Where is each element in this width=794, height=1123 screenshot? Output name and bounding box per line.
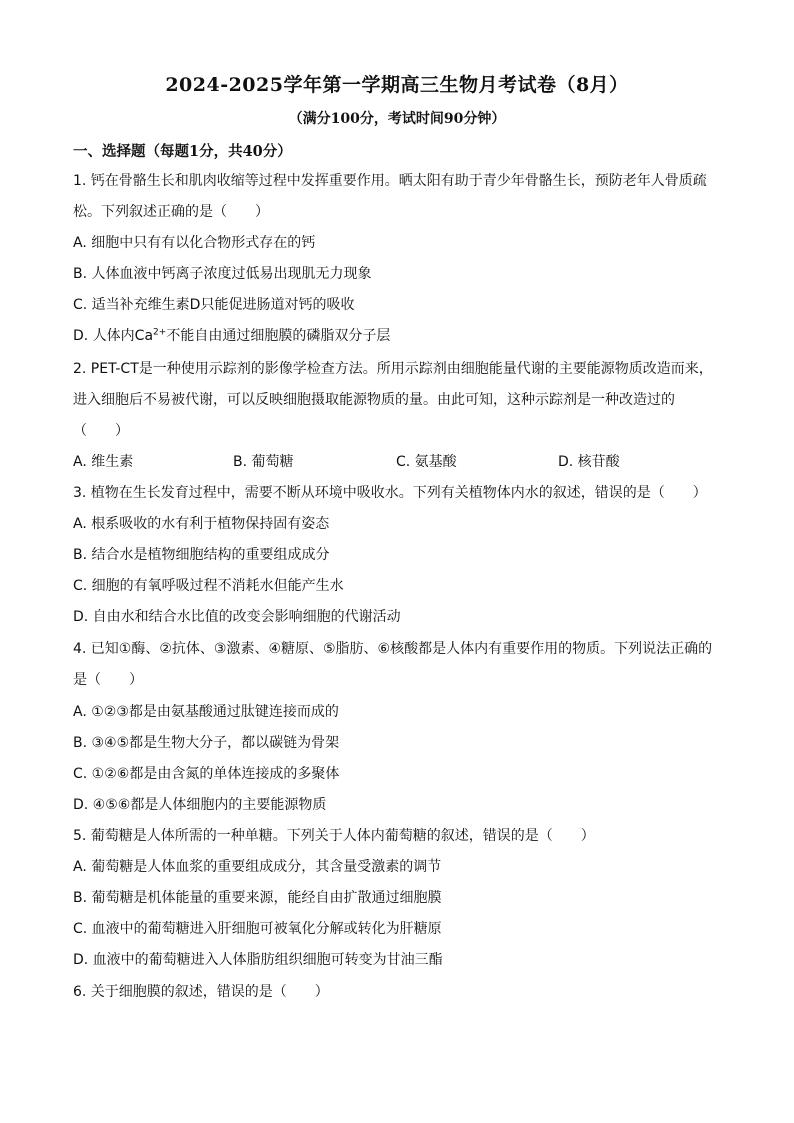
q4-option-b: B. ③④⑤都是生物大分子，都以碳链为骨架 xyxy=(73,735,340,751)
q1-option-b: B. 人体血液中钙离子浓度过低易出现肌无力现象 xyxy=(73,266,372,282)
q1-stem-line1: 1. 钙在骨骼生长和肌肉收缩等过程中发挥重要作用。晒太阳有助于青少年骨骼生长，预防老年人骨质疏 xyxy=(73,173,707,189)
exam-subtitle: （满分100分，考试时间90分钟） xyxy=(288,111,506,127)
q1-option-a: A. 细胞中只有有以化合物形式存在的钙 xyxy=(73,235,316,251)
q1-option-d-sup: 2+ xyxy=(153,327,167,338)
q2-stem-line2: 进入细胞后不易被代谢，可以反映细胞摄取能源物质的量。由此可知，这种示踪剂是一种改造过的 xyxy=(73,392,675,408)
q5-option-a: A. 葡萄糖是人体血浆的重要组成成分，其含量受激素的调节 xyxy=(73,859,442,875)
q1-option-d-pre: D. 人体内Ca xyxy=(73,328,154,344)
section-heading: 一、选择题（每题1分，共40分） xyxy=(73,143,292,160)
q2-option-a: A. 维生素 xyxy=(73,454,134,470)
q4-option-a: A. ①②③都是由氨基酸通过肽键连接而成的 xyxy=(73,704,339,720)
q1-option-d xyxy=(73,327,723,345)
q6-stem: 6. 关于细胞膜的叙述，错误的是（ ） xyxy=(73,984,329,1000)
q3-option-d: D. 自由水和结合水比值的改变会影响细胞的代谢活动 xyxy=(73,609,401,625)
q2-option-b: B. 葡萄糖 xyxy=(233,454,294,470)
q1-stem-line2: 松。下列叙述正确的是（ ） xyxy=(73,204,269,220)
q5-option-c: C. 血液中的葡萄糖进入肝细胞可被氧化分解或转化为肝糖原 xyxy=(73,921,442,937)
q5-option-b: B. 葡萄糖是机体能量的重要来源，能经自由扩散通过细胞膜 xyxy=(73,890,442,906)
q3-option-a: A. 根系吸收的水有利于植物保持固有姿态 xyxy=(73,516,330,532)
q5-stem: 5. 葡萄糖是人体所需的一种单糖。下列关于人体内葡萄糖的叙述，错误的是（ ） xyxy=(73,828,595,844)
q2-option-d: D. 核苷酸 xyxy=(558,454,620,470)
q4-stem-line1: 4. 已知①酶、②抗体、③激素、④糖原、⑤脂肪、⑥核酸都是人体内有重要作用的物质。下列说法正确的 xyxy=(73,641,713,657)
exam-title: 2024-2025学年第一学期高三生物月考试卷（8月） xyxy=(165,74,629,96)
q4-stem-line2: 是（ ） xyxy=(73,672,143,688)
q2-stem-line3: （ ） xyxy=(73,423,129,439)
q1-option-d-post: 不能自由通过细胞膜的磷脂双分子层 xyxy=(166,328,391,344)
q4-option-c: C. ①②⑥都是由含氮的单体连接成的多聚体 xyxy=(73,766,340,782)
q5-option-d: D. 血液中的葡萄糖进入人体脂肪组织细胞可转变为甘油三酯 xyxy=(73,952,443,968)
q4-option-d: D. ④⑤⑥都是人体细胞内的主要能源物质 xyxy=(73,797,327,813)
q1-option-c: C. 适当补充维生素D只能促进肠道对钙的吸收 xyxy=(73,297,355,313)
q2-option-c: C. 氨基酸 xyxy=(396,454,457,470)
q3-option-c: C. 细胞的有氧呼吸过程不消耗水但能产生水 xyxy=(73,578,344,594)
q2-stem-line1: 2. PET-CT是一种使用示踪剂的影像学检查方法。所用示踪剂由细胞能量代谢的主要能源物质改造而来， xyxy=(73,361,713,377)
q3-stem: 3. 植物在生长发育过程中，需要不断从环境中吸收水。下列有关植物体内水的叙述，错误的是（ ） xyxy=(73,485,707,501)
q3-option-b: B. 结合水是植物细胞结构的重要组成成分 xyxy=(73,547,330,563)
